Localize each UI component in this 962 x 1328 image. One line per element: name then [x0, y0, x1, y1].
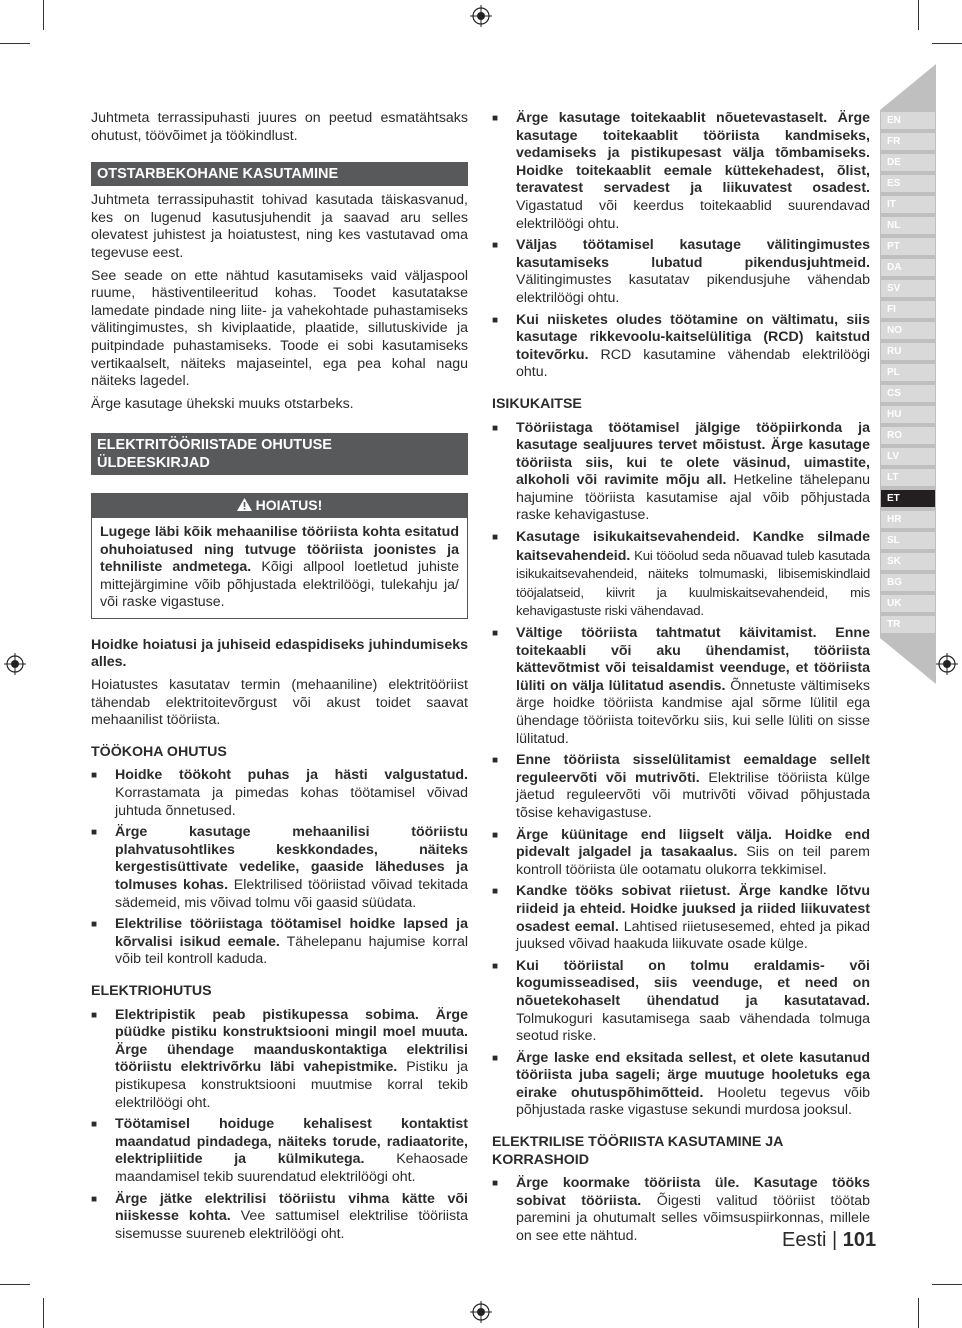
bullet-bold: Ärge küünitage end liigselt välja. Hoidke end pidevalt jalgadel ja tasakaalus.	[516, 826, 870, 861]
bullet-square-icon: ■	[91, 1119, 98, 1131]
language-tab-bg[interactable]: BG	[881, 574, 935, 591]
language-tab-de[interactable]: DE	[881, 154, 935, 171]
keep-bold: Hoidke hoiatusi ja juhiseid edaspidiseks juhindumiseks alles.	[91, 636, 468, 671]
bullet-item	[91, 1116, 468, 1186]
bullet-item	[492, 529, 870, 621]
footer-language: Eesti	[782, 1229, 827, 1251]
bullet-bold: Ärge koormake tööriista üle. Kasutage tööks sobivat tööriista.	[516, 1175, 870, 1209]
intro-text: Juhtmeta terrassipuhasti juures on peetud esmatähtsaks ohutust, töövõimet ja töökindlust.	[91, 110, 468, 144]
bullet-item	[492, 625, 870, 748]
bullet-square-icon: ■	[492, 886, 499, 898]
keep-instructions	[91, 637, 468, 672]
language-tab-hr[interactable]: HR	[881, 511, 935, 528]
language-tab-sk[interactable]: SK	[881, 553, 935, 570]
warning-body	[92, 518, 467, 618]
bullet-text: Siis on teil parem kontroll tööriista üle ootamatu olukorra tekkimisel.	[516, 844, 870, 878]
bullet-bold: Ärge laske end eksitada sellest, et olete kasutanud tööriista juba sageli; ärge muutuge hooletuks ega eirake ohutuspõhimõtteid.	[516, 1049, 870, 1101]
language-tab-tr[interactable]: TR	[881, 616, 935, 633]
right-column	[492, 110, 870, 1250]
language-tab-pt[interactable]: PT	[881, 238, 935, 255]
bullet-item	[492, 752, 870, 822]
bullet-square-icon: ■	[91, 1009, 98, 1021]
page-footer	[782, 1229, 876, 1252]
language-tab-en[interactable]: EN	[881, 112, 935, 129]
registration-mark-icon	[936, 653, 958, 675]
language-tab-it[interactable]: IT	[881, 196, 935, 213]
bullet-item	[91, 916, 468, 969]
bullet-bold: Ärge jätke elektrilisi tööriistu vihma kätte või niiskesse kohta.	[115, 1190, 468, 1225]
bullet-bold: Kui tööriistal on tolmu eraldamis- või kogumisseadised, siis veenduge, et need on nõuetekohaselt ühendatud ja kasutatavad.	[516, 957, 870, 1009]
bullet-item	[492, 237, 870, 307]
header-line: ELEKTRITÖÖRIISTADE OHUTUSE	[97, 437, 332, 454]
subheading-use-care: ELEKTRILISE TÖÖRIISTA KASUTAMINE JA KORRASHOID	[492, 1134, 783, 1168]
bullet-bold: Ärge kasutage mehaanilisi tööriistu plahvatusohtlikes keskkondades, näiteks kergestisüttivate vedelike, gaaside läheduses ja tolmuses kohas.	[115, 824, 468, 893]
crop-mark	[918, 1298, 919, 1328]
bullet-text: Korrastamata ja pimedas kohas töötamisel võivad juhtuda õnnetused.	[115, 785, 468, 819]
language-tab-da[interactable]: DA	[881, 259, 935, 276]
registration-mark-icon	[470, 5, 492, 27]
bullet-bold: Elektrilise tööriistaga töötamisel hoidke lapsed ja kõrvalisi isikud eemale.	[115, 916, 468, 950]
warning-label: HOIATUS!	[255, 497, 323, 514]
bullet-text: RCD kasutamine vähendab elektrilöögi ohtu.	[516, 346, 870, 381]
footer-separator: |	[832, 1229, 838, 1251]
warning-title	[92, 494, 467, 518]
bullet-bold: Hoidke töökoht puhas ja hästi valgustatud.	[115, 767, 468, 784]
language-tab-sv[interactable]: SV	[881, 280, 935, 297]
bullet-text: Õigesti valitud tööriist töötab paremini ja ohutumalt selles võimsuspiirkonnas, millele on see ette nähtud.	[516, 1192, 870, 1245]
language-tab-sl[interactable]: SL	[881, 532, 935, 549]
language-tab-lt[interactable]: LT	[881, 469, 935, 486]
bullet-text: Kehaosade maandamisel tekib suurendatud elektrilöögi oht.	[115, 1151, 468, 1185]
electrical-list-b	[492, 110, 870, 382]
personal-list	[492, 420, 870, 1121]
bullet-bold: Töötamisel hoiduge kehalisest kontaktist maandatud pindadega, näiteks torude, radiaatorite, elektripliitide ja külmikutega.	[115, 1116, 468, 1168]
bullet-bold: Ärge kasutage toitekaablit nõuetevastaselt. Ärge kasutage toitekaablit tööriista kandmiseks, vedamiseks ja pistikupesast välja tõmbamiseks. Hoidke toitekaablit eemale küttekehadest, õlist, teravatest servadest ja liikuvatest osadest.	[516, 110, 870, 197]
bullet-text: Lahtised riietusesemed, ehted ja pikad juuksed võivad haakuda liikuvate osade külge.	[516, 918, 870, 953]
bullet-square-icon: ■	[492, 960, 499, 972]
paragraph: Ärge kasutage ühekski muuks otstarbeks.	[91, 395, 354, 412]
bullet-square-icon: ■	[91, 827, 98, 839]
language-tab-uk[interactable]: UK	[881, 595, 935, 612]
bullet-text: Välitingimustes kasutatav pikendusjuhe vähendab elektrilöögi ohtu.	[516, 272, 870, 306]
bullet-text: Tähelepanu hajumise korral võib teil kontroll kaduda.	[115, 933, 469, 968]
bullet-text: Elektrilised tööriistad võivad tekitada sädemeid, mis võivad tolmu või gaasid süüdata.	[115, 877, 468, 911]
header-line: ÜLDEESKIRJAD	[97, 455, 210, 472]
crop-mark	[932, 1284, 962, 1285]
language-tab-hu[interactable]: HU	[881, 406, 935, 423]
bullet-square-icon: ■	[492, 314, 499, 326]
bullet-text: Õnnetuste vältimiseks ärge hoidke tööriista kandmise ajal sõrme lülitil ega ühendage tööriista toitevõrku siis, kui selle lüliti on sisse lülitatud.	[516, 677, 870, 747]
section-header-general-safety	[91, 433, 468, 475]
language-tab-nl[interactable]: NL	[881, 217, 935, 234]
bullet-item	[91, 824, 468, 912]
paragraph: See seade on ette nähtud kasutamiseks vaid väljaspool ruume, hästiventileeritud kohas. Toodet kasutatakse lamedate pindade ning liite- ja vahekohtade puhastamiseks välitingimustes, sh kiviplaatide, plaatide, sillutuskivide ja puitpindade puhastamiseks. Toode ei sobi kasutamiseks vertikaalselt, näiteks majaseintel, ega pea kohal nagu näiteks lagedel.	[91, 267, 468, 390]
bullet-square-icon: ■	[492, 1052, 499, 1064]
crop-mark	[932, 43, 962, 44]
work-area-list	[91, 767, 468, 969]
bullet-bold: Kui niisketes oludes töötamine on vältimatu, siis kasutage rikkevoolu-kaitselülitiga (RCD) kaitstud toitevõrku.	[516, 311, 870, 363]
crop-mark	[0, 1284, 30, 1285]
bullet-square-icon: ■	[91, 1193, 98, 1205]
language-tabs	[881, 112, 935, 637]
subheading-personal: ISIKUKAITSE	[492, 395, 582, 412]
bullet-bold: Elektripistik peab pistikupessa sobima. Ärge püüdke pistiku konstruktsiooni mingil moel muuta. Ärge ühendage maanduskontaktiga elektrilisi tööriistu elektrivõrku läbi vahepistmike.	[115, 1006, 468, 1076]
bullet-bold: Kasutage isikukaitsevahendeid. Kandke silmade kaitsevahendeid.	[516, 529, 870, 564]
bullet-square-icon: ■	[492, 628, 499, 640]
bullet-item	[492, 958, 870, 1046]
language-tab-pl[interactable]: PL	[881, 364, 935, 381]
bullet-bold: Kandke tööks sobivat riietust. Ärge kandke lõtvu riideid ja ehteid. Hoidke juuksed ja riided liikuvatest osadest eemal.	[516, 883, 870, 935]
bullet-bold: Väljas töötamisel kasutage välitingimustes kasutamiseks lubatud pikendusjuhtmeid.	[516, 237, 870, 271]
language-tab-cs[interactable]: CS	[881, 385, 935, 402]
bullet-bold: Vältige tööriista tahtmatut käivitamist. Enne toitekaabli või aku ühendamist, tööriista kättevõtmist või teisaldamist veenduge, et tööriista lüliti on välja lülitatud asendis.	[516, 625, 870, 694]
language-tab-no[interactable]: NO	[881, 322, 935, 339]
language-tab-ru[interactable]: RU	[881, 343, 935, 360]
page-number: 101	[842, 1229, 877, 1251]
bullet-square-icon: ■	[492, 240, 499, 252]
bullet-item	[91, 767, 468, 820]
bullet-bold: Enne tööriista sisselülitamist eemaldage sellelt reguleervõti või mutrivõti.	[516, 752, 870, 786]
bullet-text: Pistiku ja pistikupesa konstruktsiooni muutmise korral tekib elektrilöögi oht.	[115, 1059, 468, 1111]
language-tab-lv[interactable]: LV	[881, 448, 935, 465]
bullet-text: Kui tööolud seda nõuavad tuleb kasutada isikukaitsevahendeid, näiteks tolmumaski, libisemiskindlaid tööjalatseid, kiivrit ja kuulmiskaitsevahendeid, mis kehavigastuste riski vähendavad.	[516, 547, 870, 619]
bullet-item	[492, 312, 870, 382]
crop-mark	[0, 43, 30, 44]
bullet-square-icon: ■	[91, 770, 98, 782]
language-tab-es[interactable]: ES	[881, 175, 935, 192]
bullet-item	[492, 827, 870, 880]
bullet-item	[91, 1191, 468, 1244]
bullet-square-icon: ■	[492, 532, 499, 544]
bullet-text: Hetkeline tähelepanu hajumine tööriista kasutamise ajal võib põhjustada raske kehavigastuse.	[516, 472, 870, 524]
language-tab-fi[interactable]: FI	[881, 301, 935, 318]
warning-box	[91, 493, 468, 619]
bullet-item	[492, 420, 870, 526]
bullet-square-icon: ■	[91, 919, 98, 931]
bullet-square-icon: ■	[492, 1178, 499, 1190]
crop-mark	[918, 0, 919, 30]
bullet-item	[492, 110, 870, 233]
language-tab-fr[interactable]: FR	[881, 133, 935, 150]
bullet-text: Vigastatud või keerdus toitekaablid suurendavad elektrilöögi ohtu.	[516, 197, 870, 232]
warning-bold: Lugege läbi kõik mehaanilise tööriista kohta esitatud ohuhoiatused ning tutvuge tööriista joonistes ja tehniliste andmetega.	[100, 523, 459, 576]
bullet-square-icon: ■	[492, 755, 499, 767]
crop-mark	[43, 1298, 44, 1328]
bullet-bold: Tööriistaga töötamisel jälgige tööpiirkonda ja kasutage sealjuures tervet mõistust. Ärge kasutage tööriista siis, kui te olete väsinud, uimastite, alkoholi või ravimite mõju all.	[516, 419, 870, 489]
registration-mark-icon	[4, 653, 26, 675]
bullet-item	[91, 1007, 468, 1113]
bullet-text: Vee sattumisel elektrilise tööriista sisemusse suureneb elektrilöögi oht.	[115, 1208, 468, 1242]
bullet-text: Hooletu tegevus võib põhjustada raske vigastuse sekundi murdosa jooksul.	[516, 1084, 870, 1119]
bullet-text: Tolmukoguri kasutamisega saab vähendada tolmuga seotud riske.	[516, 1010, 870, 1045]
section-header-intended-use: OTSTARBEKOHANE KASUTAMINE	[91, 162, 468, 186]
bullet-square-icon: ■	[492, 113, 499, 124]
warning-text: Kõigi allpool loetletud juhiste mittejärgimine võib põhjustada elektrilöögi, tulekahju ja/ või raske vigastuse.	[100, 559, 460, 611]
electrical-list-a	[91, 1007, 468, 1244]
bullet-text: Elektrilise tööriista külge jäetud reguleervõti või mutrivõti võivad põhjustada tõsise kehavigastuse.	[516, 769, 870, 821]
crop-mark	[43, 0, 44, 30]
subheading-electrical: ELEKTRIOHUTUS	[91, 982, 212, 999]
bullet-item	[492, 883, 870, 953]
language-tab-ro[interactable]: RO	[881, 427, 935, 444]
registration-mark-icon	[470, 1301, 492, 1323]
bullet-item	[492, 1050, 870, 1120]
subheading-work-area: TÖÖKOHA OHUTUS	[91, 743, 227, 760]
paragraph: Hoiatustes kasutatav termin (mehaaniline) elektritööriist tähendab elektritoitevõrgust või akust toidet saavat mehaanilist tööriista.	[91, 677, 468, 729]
left-column	[91, 110, 468, 1247]
bullet-square-icon: ■	[492, 422, 499, 434]
bullet-square-icon: ■	[492, 829, 499, 841]
warning-triangle-icon	[237, 498, 252, 511]
paragraph: Juhtmeta terrassipuhastit tohivad kasutada täiskasvanud, kes on lugenud kasutusjuhendit ja saavad aru selles olevatest juhistest ja hoiatustest, ning kes vastutavad oma tegevuse eest.	[91, 192, 468, 261]
language-tab-et[interactable]: ET	[881, 490, 935, 507]
